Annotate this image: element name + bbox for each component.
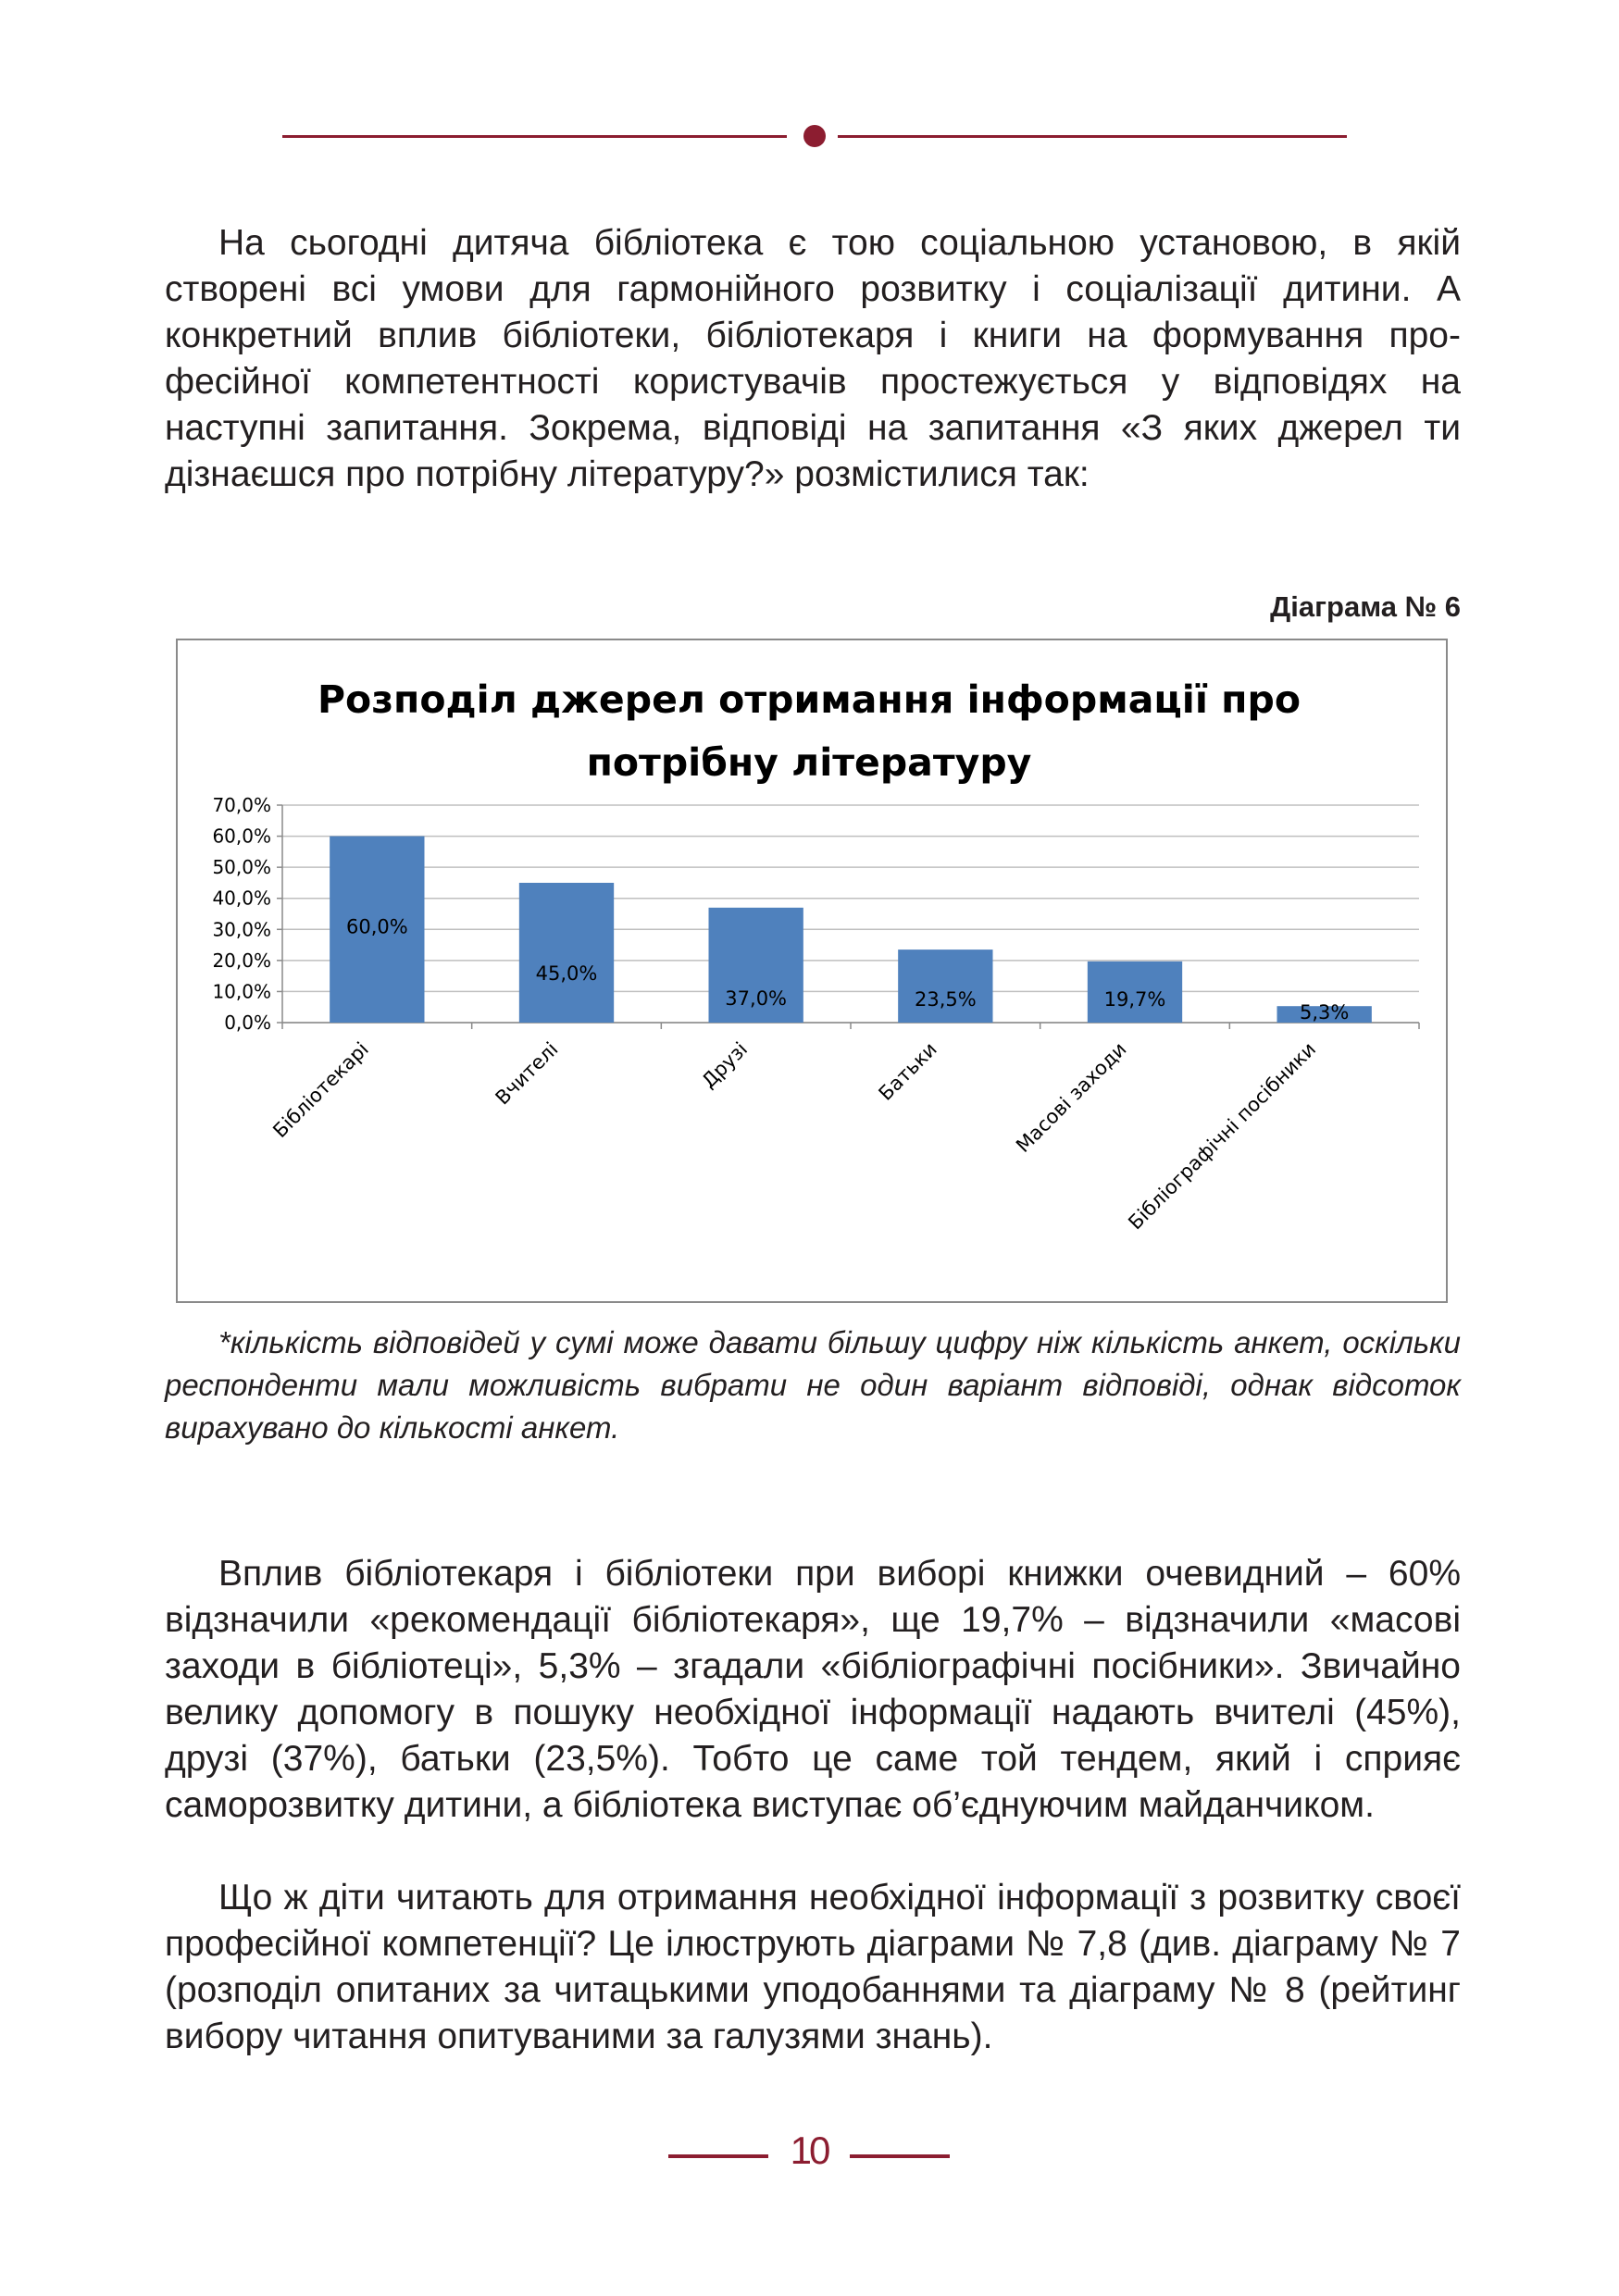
bar [898,949,992,1023]
data-label: 23,5% [914,988,977,1011]
chart-footnote: *кількість відповідей у сумі може давати більшу цифру ніж кількість анкет, оскільки респонденти мали можливість вибрати не один варіант відповіді, однак відсоток вирахувано до кількості анкет. [165,1325,1461,1445]
bar-chart [176,639,1448,1303]
category-label: Бібліографічні посібники [1124,1037,1321,1235]
data-label: 60,0% [345,915,408,938]
bar [519,883,614,1023]
question-paragraph: Що ж діти читають для отримання необхідної інформації з розвитку своєї професійної компетенції? Це ілюструють діаграми № 7,8 (див. діаграму № 7 (розподіл опитаних за читацькими уподобаннями та діаграму № 8 (рейтинг вибору читання опитуваними за галузями знань). [165,1878,1461,2056]
page-footer [0,2128,1619,2184]
data-label: 45,0% [535,962,598,985]
y-tick-label: 40,0% [212,887,271,910]
y-tick-label: 20,0% [212,949,271,972]
category-label: Бібліотекарі [268,1037,373,1143]
category-label: Масові заходи [1012,1037,1131,1158]
rule-line-left [282,135,787,138]
y-tick-label: 60,0% [212,825,271,848]
y-tick-label: 50,0% [212,856,271,879]
page-number: 10 [790,2128,828,2172]
chart-canvas [178,640,1446,1301]
figure-label: Діаграма № 6 [1270,590,1461,623]
y-tick-label: 0,0% [224,1011,271,1034]
footer-line-right [850,2154,950,2158]
data-label: 5,3% [1299,1001,1350,1024]
data-label: 19,7% [1103,988,1166,1011]
rule-line-right [838,135,1347,138]
rule-dot [803,125,826,147]
y-tick-label: 70,0% [212,794,271,816]
analysis-paragraph: Вплив бібліотекаря і бібліотеки при виборі книжки очевидний – 60% відзначили «рекомендації бібліотекаря», ще 19,7% – відзначили «масові заходи в бібліотеці», 5,3% – згадали «бібліографічні посібники». Звичайно велику допомогу в пошуку необхідної інформації надають вчителі (45%), друзі (37%), батьки (23,5%). Тобто це саме той тендем, який і сприяє саморозвитку дитини, а бібліотека виступає об’єднуючим майданчиком. [165,1554,1461,1825]
chart-title-line: потрібну літературу [586,740,1032,785]
category-label: Друзі [697,1037,753,1093]
footer-line-left [668,2154,768,2158]
y-tick-label: 30,0% [212,918,271,941]
intro-paragraph: На сьогодні дитяча бібліотека є тою соціальною установою, в якій створені всі умови для гармонійного розвитку і соціалізації дитини. А конкретний вплив бібліотеки, бібліотекаря і книги на формування професійної компетентності користувачів простежується у відповідях на наступні запитання. Зокрема, відповіді на запитання «З яких джерел ти дізнаєшся про потрібну літературу?» розмістилися так: [165,223,1461,494]
top-decorative-rule [282,134,1347,140]
y-tick-label: 10,0% [212,980,271,1003]
category-label: Вчителі [491,1037,563,1110]
data-label: 37,0% [725,987,788,1010]
chart-title-line: Розподіл джерел отримання інформації про [318,677,1301,722]
category-label: Батьки [874,1037,941,1105]
